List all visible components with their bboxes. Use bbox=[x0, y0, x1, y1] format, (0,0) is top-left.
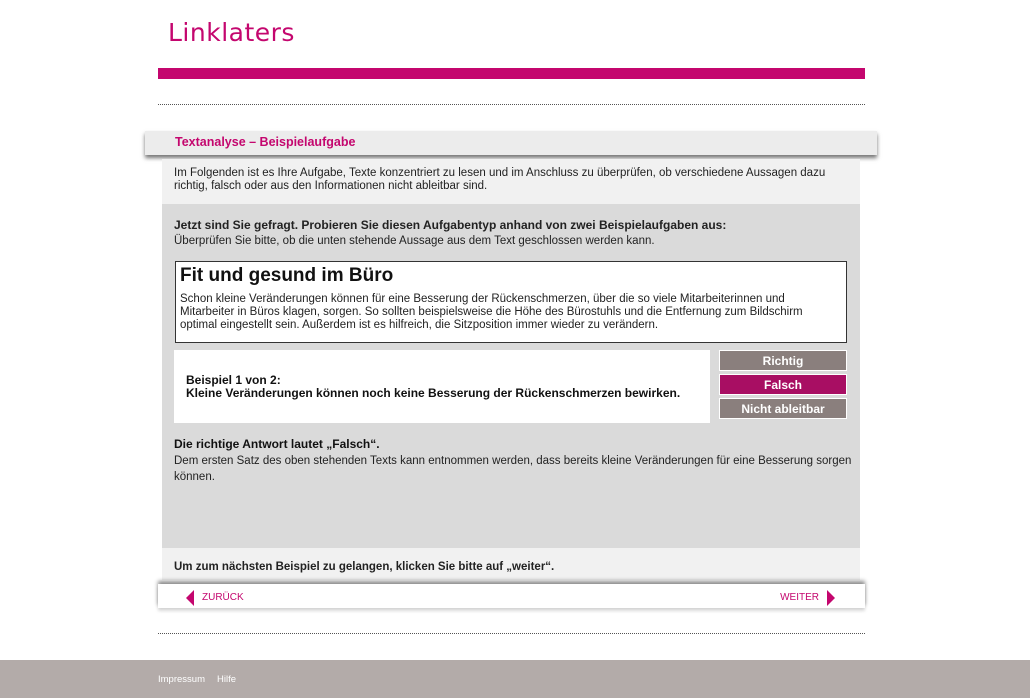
brand-bar bbox=[158, 68, 865, 79]
section-title-bar bbox=[145, 131, 877, 155]
intro-text: Im Folgenden ist es Ihre Aufgabe, Texte konzentriert zu lesen und im Anschluss zu überprüfen, ob verschiedene Aussagen dazu richtig, falsch oder aus den Informationen nicht ableitbar sind. bbox=[174, 167, 826, 192]
back-label: ZURÜCK bbox=[202, 592, 244, 604]
intro-box bbox=[162, 159, 860, 204]
navigation-bar bbox=[158, 584, 865, 608]
answer-nicht-ableitbar-button[interactable]: Nicht ableitbar bbox=[719, 398, 847, 419]
reading-text-heading: Fit und gesund im Büro bbox=[180, 265, 394, 286]
divider-bottom bbox=[158, 633, 865, 634]
question-statement: Kleine Veränderungen können noch keine Besserung der Rückenschmerzen bewirken. bbox=[186, 386, 681, 400]
arrow-right-icon bbox=[827, 590, 835, 606]
answer-richtig-button[interactable]: Richtig bbox=[719, 350, 847, 371]
next-hint-box bbox=[162, 548, 860, 580]
section-title: Textanalyse – Beispielaufgabe bbox=[175, 135, 356, 149]
hilfe-link[interactable]: Hilfe bbox=[217, 674, 237, 685]
answer-falsch-button[interactable]: Falsch bbox=[719, 374, 847, 395]
impressum-link[interactable]: Impressum bbox=[158, 674, 205, 685]
reading-text-box bbox=[175, 261, 847, 343]
next-label: WEITER bbox=[780, 592, 819, 604]
back-button[interactable] bbox=[186, 589, 252, 603]
question-box bbox=[174, 350, 710, 423]
footer bbox=[0, 660, 1030, 698]
next-button[interactable] bbox=[772, 589, 835, 603]
divider-top bbox=[158, 104, 865, 105]
reading-text-body: Schon kleine Veränderungen können für eine Besserung der Rückenschmerzen, über die so viele Mitarbeiterinnen und Mitarbeiter in Büros klagen, sorgen. So sollten beispielsweise die Höhe des Bürostuhls und die Entfernung zum Bildschirm optimal eingestellt sein. Außerdem ist es hilfreich, die Sitzposition immer wieder zu verändern. bbox=[180, 293, 803, 331]
arrow-left-icon bbox=[186, 590, 194, 606]
prompt-instruction: Überprüfen Sie bitte, ob die unten stehende Aussage aus dem Text geschlossen werden kann. bbox=[174, 235, 655, 247]
prompt-heading: Jetzt sind Sie gefragt. Probieren Sie diesen Aufgabentyp anhand von zwei Beispielaufgaben aus: bbox=[174, 218, 727, 232]
question-label: Beispiel 1 von 2: bbox=[186, 373, 281, 387]
next-hint-text: Um zum nächsten Beispiel zu gelangen, klicken Sie bitte auf „weiter“. bbox=[174, 561, 555, 573]
linklaters-logo: Linklaters bbox=[168, 18, 295, 47]
result-explanation: Dem ersten Satz des oben stehenden Texts kann entnommen werden, dass bereits kleine Veränderungen für eine Besserung sorgen können. bbox=[174, 455, 852, 483]
task-panel bbox=[162, 204, 860, 548]
result-heading: Die richtige Antwort lautet „Falsch“. bbox=[174, 437, 380, 451]
